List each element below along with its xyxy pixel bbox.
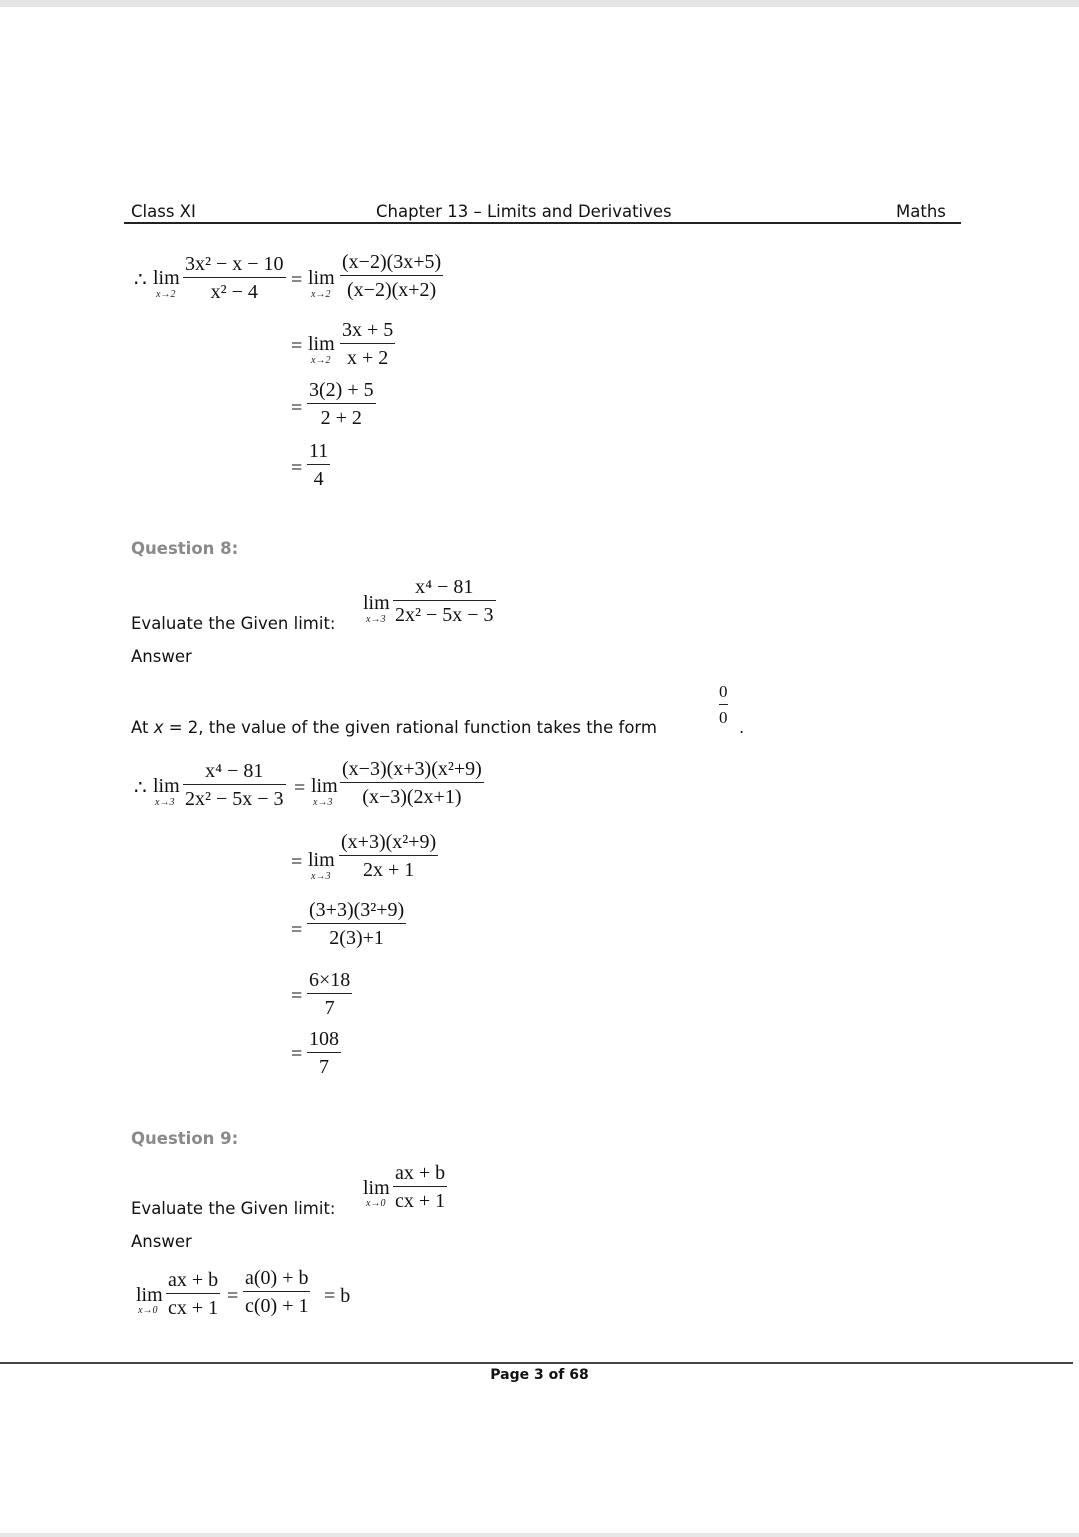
header-class: Class XI bbox=[131, 202, 196, 221]
lim-subscript: x→2 bbox=[311, 355, 331, 366]
question-9-title: Question 9: bbox=[131, 1129, 239, 1148]
page-number: Page 3 of 68 bbox=[490, 1367, 589, 1383]
equals-sign: = bbox=[294, 777, 306, 799]
fraction: ax + b cx + 1 bbox=[168, 1269, 219, 1320]
viewer-top-edge bbox=[0, 0, 1079, 7]
footer-rule bbox=[0, 1362, 1073, 1364]
lim-operator: lim bbox=[308, 849, 335, 871]
fraction: (x−3)(x+3)(x²+9) (x−3)(2x+1) bbox=[342, 758, 482, 809]
equals-sign: = bbox=[227, 1285, 239, 1307]
equals-sign: = bbox=[291, 457, 303, 479]
equals-sign: = bbox=[291, 1043, 303, 1065]
lim-operator: lim bbox=[153, 775, 180, 797]
lim-subscript: x→3 bbox=[313, 797, 333, 808]
fraction: 3x + 5 x + 2 bbox=[342, 319, 394, 370]
answer-label: Answer bbox=[131, 1232, 192, 1251]
header-subject: Maths bbox=[896, 202, 946, 221]
equals-sign: = bbox=[291, 269, 303, 291]
fraction: x⁴ − 81 2x² − 5x − 3 bbox=[185, 760, 284, 811]
lim-operator: lim bbox=[363, 1177, 390, 1199]
lim-subscript: x→3 bbox=[155, 797, 175, 808]
lim-operator: lim bbox=[136, 1284, 163, 1306]
fraction: (x+3)(x²+9) 2x + 1 bbox=[341, 831, 437, 882]
equals-sign: = bbox=[291, 397, 303, 419]
lim-subscript: x→3 bbox=[366, 614, 386, 625]
lim-subscript: x→2 bbox=[311, 289, 331, 300]
fraction: (3+3)(3²+9) 2(3)+1 bbox=[309, 899, 405, 950]
lim-subscript: x→2 bbox=[156, 289, 176, 300]
fraction: 3(2) + 5 2 + 2 bbox=[309, 379, 374, 430]
equals-sign: = bbox=[291, 335, 303, 357]
fraction: (x−2)(3x+5) (x−2)(x+2) bbox=[342, 251, 442, 302]
lim-operator: lim bbox=[153, 267, 180, 289]
question-8-prompt: Evaluate the Given limit: bbox=[131, 614, 336, 633]
fraction: 11 4 bbox=[309, 440, 329, 491]
fraction: 3x² − x − 10 x² − 4 bbox=[185, 253, 284, 304]
fraction: 108 7 bbox=[309, 1028, 339, 1079]
period: . bbox=[739, 718, 745, 737]
question-8-title: Question 8: bbox=[131, 539, 239, 558]
lim-subscript: x→0 bbox=[366, 1198, 386, 1209]
lim-operator: lim bbox=[308, 267, 335, 289]
lim-subscript: x→3 bbox=[311, 871, 331, 882]
answer-label: Answer bbox=[131, 647, 192, 666]
question-8-statement: At x = 2, the value of the given rational function takes the form bbox=[131, 718, 657, 737]
question-9-limit-fraction: ax + b cx + 1 bbox=[395, 1162, 446, 1213]
therefore-symbol: ∴ bbox=[134, 777, 147, 799]
therefore-symbol: ∴ bbox=[134, 269, 147, 291]
lim-operator: lim bbox=[308, 333, 335, 355]
viewer-bottom-edge bbox=[0, 1533, 1079, 1537]
equals-sign: = bbox=[291, 985, 303, 1007]
question-9-prompt: Evaluate the Given limit: bbox=[131, 1199, 336, 1218]
lim-operator: lim bbox=[311, 775, 338, 797]
lim-subscript: x→0 bbox=[138, 1305, 158, 1316]
fraction: a(0) + b c(0) + 1 bbox=[245, 1267, 309, 1318]
question-8-limit-fraction: x⁴ − 81 2x² − 5x − 3 bbox=[395, 576, 494, 627]
result: = b bbox=[324, 1285, 351, 1307]
lim-operator: lim bbox=[363, 592, 390, 614]
fraction: 6×18 7 bbox=[309, 969, 351, 1020]
indeterminate-form-fraction: 0 0 bbox=[719, 682, 728, 728]
header-chapter: Chapter 13 – Limits and Derivatives bbox=[376, 202, 672, 221]
equals-sign: = bbox=[291, 851, 303, 873]
header-rule bbox=[124, 222, 961, 224]
equals-sign: = bbox=[291, 919, 303, 941]
